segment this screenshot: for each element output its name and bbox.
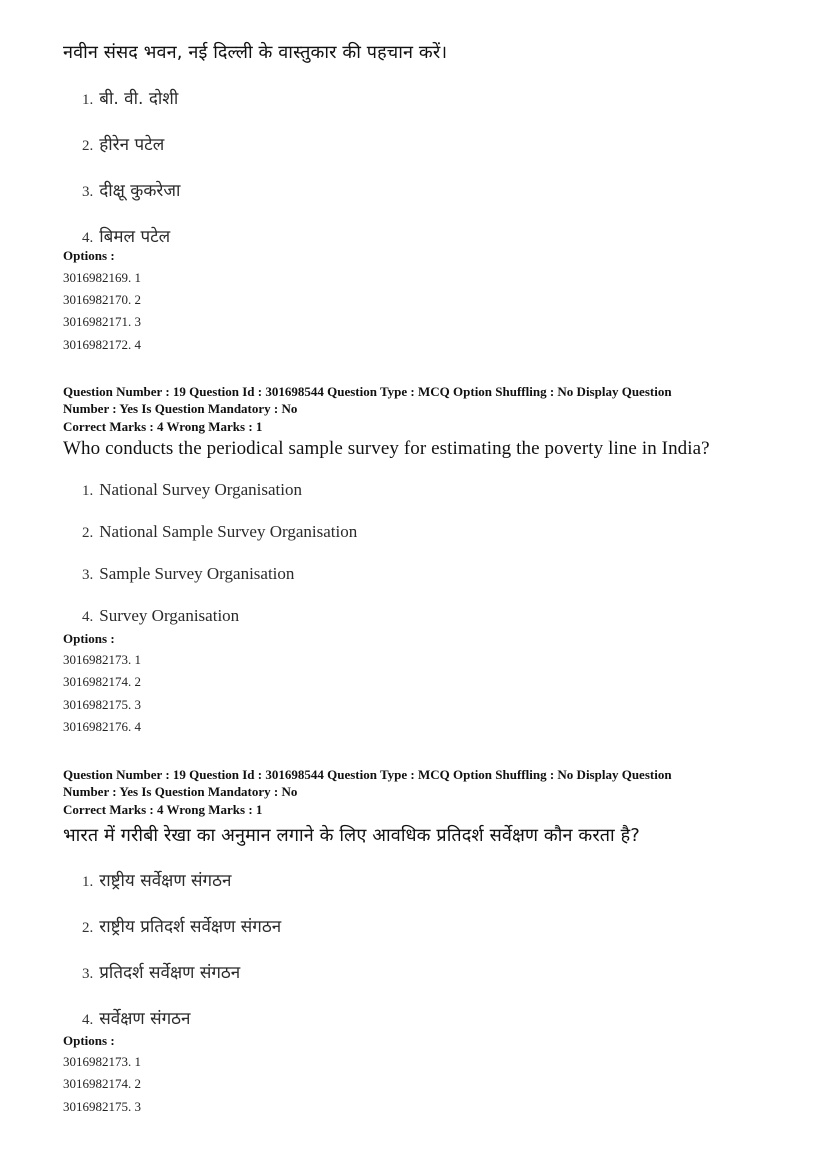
choice-label: बी. वी. दोशी [99, 89, 179, 109]
options-label: Options : [63, 631, 115, 646]
question-meta-line-1: Question Number : 19 Question Id : 301698544 Question Type : MCQ Option Shuffling : No Display Question [63, 767, 672, 782]
option-id-row: 3016982172. 4 [63, 337, 141, 352]
choice-label: बिमल पटेल [99, 227, 171, 247]
option-id-row: 3016982173. 1 [63, 652, 141, 667]
choice-2 [82, 914, 281, 937]
option-id-row: 3016982176. 4 [63, 719, 141, 734]
question-text-hindi-architect: नवीन संसद भवन, नई दिल्ली के वास्तुकार की पहचान करें। [63, 42, 448, 63]
choice-3 [82, 178, 180, 201]
question-marks: Correct Marks : 4 Wrong Marks : 1 [63, 419, 263, 434]
question-meta-line-1: Question Number : 19 Question Id : 301698544 Question Type : MCQ Option Shuffling : No Display Question [63, 384, 672, 399]
option-id-row: 3016982169. 1 [63, 270, 141, 285]
choice-1 [82, 480, 302, 500]
option-id-row: 3016982175. 3 [63, 1099, 141, 1114]
choice-1 [82, 86, 178, 109]
choice-2 [82, 522, 357, 542]
choice-4 [82, 606, 239, 626]
option-id-row: 3016982171. 3 [63, 314, 141, 329]
choice-label: National Sample Survey Organisation [99, 522, 358, 541]
choice-label: सर्वेक्षण संगठन [99, 1009, 191, 1029]
choice-number: 2. [82, 138, 94, 154]
choice-1 [82, 868, 231, 891]
choice-3 [82, 564, 294, 584]
choice-label: राष्ट्रीय सर्वेक्षण संगठन [99, 871, 232, 891]
choice-number: 1. [82, 92, 94, 108]
question-marks: Correct Marks : 4 Wrong Marks : 1 [63, 802, 263, 817]
question-meta-line-2: Number : Yes Is Question Mandatory : No [63, 401, 298, 416]
choice-label: Sample Survey Organisation [99, 564, 295, 583]
options-label: Options : [63, 1033, 115, 1048]
question-text-english: Who conducts the periodical sample survey for estimating the poverty line in India? [63, 438, 710, 459]
choice-number: 4. [82, 1012, 94, 1028]
question-meta-line-2: Number : Yes Is Question Mandatory : No [63, 784, 298, 799]
choice-2 [82, 132, 164, 155]
choice-4 [82, 1006, 190, 1029]
option-id-row: 3016982175. 3 [63, 697, 141, 712]
choice-number: 3. [82, 184, 94, 200]
option-id-row: 3016982170. 2 [63, 292, 141, 307]
choice-number: 1. [82, 483, 94, 499]
choice-label: National Survey Organisation [99, 480, 302, 499]
choice-number: 1. [82, 874, 94, 890]
choice-label: Survey Organisation [99, 606, 240, 625]
option-id-row: 3016982174. 2 [63, 674, 141, 689]
choice-number: 3. [82, 966, 94, 982]
option-id-row: 3016982173. 1 [63, 1054, 141, 1069]
choice-label: प्रतिदर्श सर्वेक्षण संगठन [99, 963, 241, 983]
choice-number: 3. [82, 567, 94, 583]
choice-number: 2. [82, 920, 94, 936]
choice-label: हीरेन पटेल [99, 135, 165, 155]
choice-label: राष्ट्रीय प्रतिदर्श सर्वेक्षण संगठन [99, 917, 282, 937]
options-label: Options : [63, 248, 115, 263]
choice-number: 4. [82, 230, 94, 246]
option-id-row: 3016982174. 2 [63, 1076, 141, 1091]
choice-number: 2. [82, 525, 94, 541]
question-text-hindi-poverty: भारत में गरीबी रेखा का अनुमान लगाने के लिए आवधिक प्रतिदर्श सर्वेक्षण कौन करता है? [63, 825, 640, 846]
choice-4 [82, 224, 170, 247]
choice-3 [82, 960, 240, 983]
choice-label: दीक्षू कुकरेजा [99, 181, 181, 201]
choice-number: 4. [82, 609, 94, 625]
